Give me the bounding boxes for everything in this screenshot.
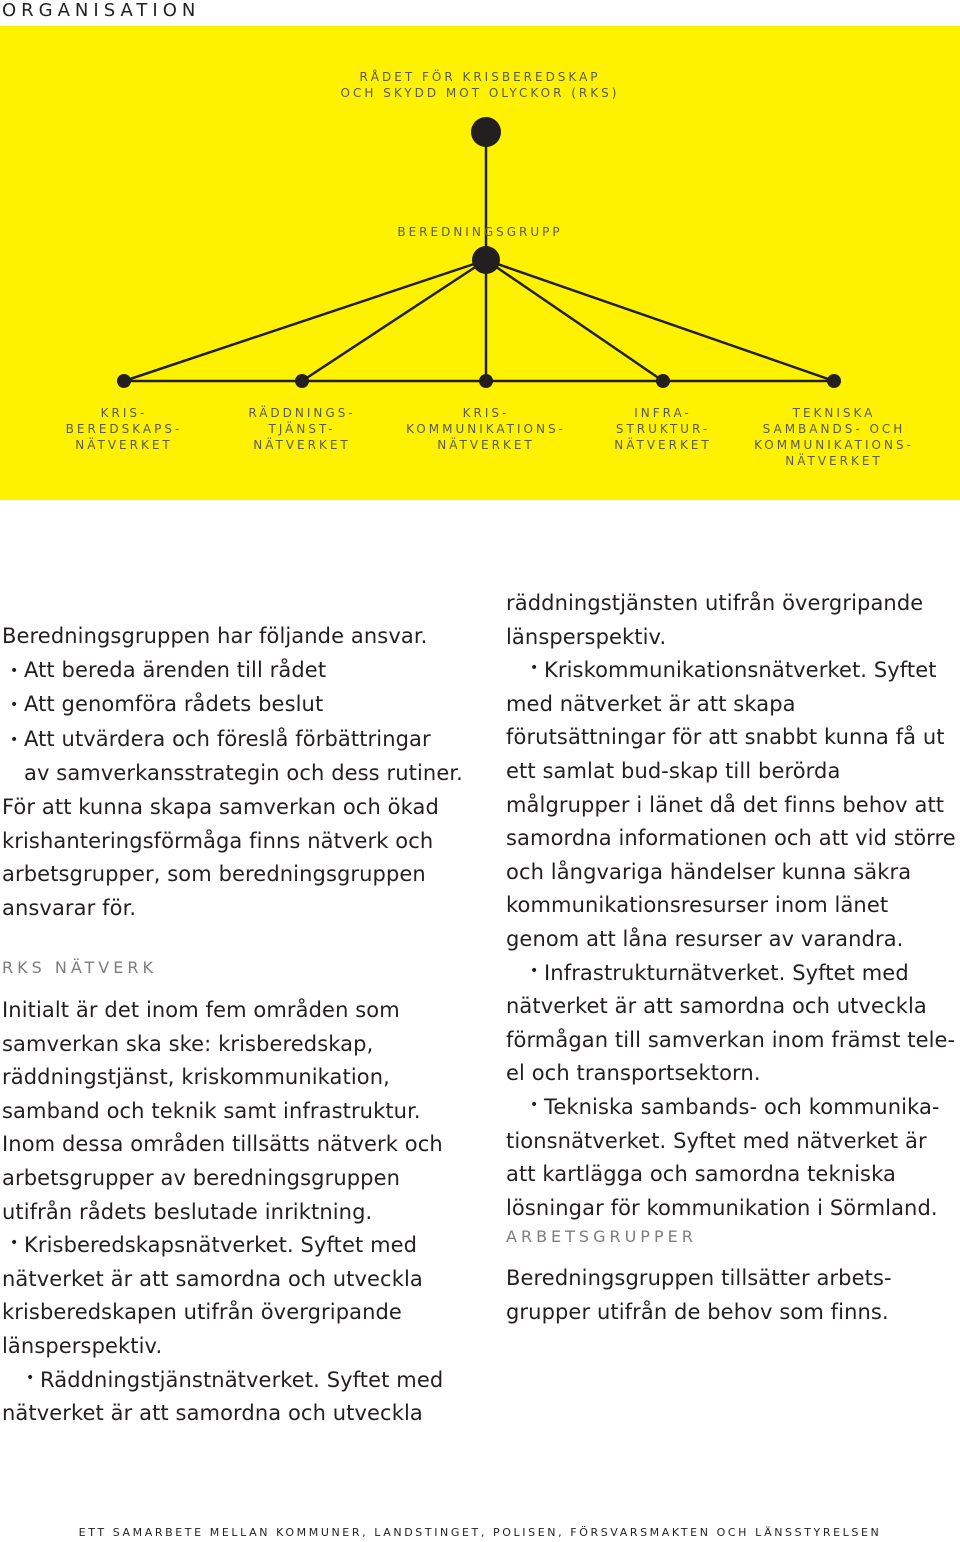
network-label-2: RÄDDNINGS- TJÄNST- NÄTVERKET — [248, 406, 356, 452]
paragraph: För att kunna skapa samverkan och ökad krishanteringsförmåga finns nätverk och arbetsgrupper, som beredningsgruppen ansvarar för. — [2, 794, 439, 920]
network-label-5: TEKNISKA SAMBANDS- OCH KOMMUNIKATIONS- NÄTVERKET — [754, 406, 914, 468]
intro-text: Beredningsgruppen har följande ansvar. — [2, 624, 428, 648]
network-node-5 — [827, 374, 841, 388]
bullet-continuation: tionsnätverket. Syftet med nätverket är att kartlägga och samordna tekniska lösningar för kommunikation i Sörmland. — [506, 1128, 938, 1220]
bullet-continuation: av samverkansstrategin och dess rutiner. — [24, 761, 463, 786]
bullet-glyph: • — [530, 660, 539, 677]
bullet-text: Kriskommunikationsnätverket. Syftet — [544, 658, 937, 683]
bullet-item — [2, 654, 472, 689]
network-label-1: KRIS- BEREDSKAPS- NÄTVERKET — [65, 406, 183, 452]
bullet-glyph: • — [10, 1235, 19, 1252]
left-column-intro — [2, 620, 472, 925]
subheading-arbetsgrupper: ARBETSGRUPPER — [506, 1227, 697, 1246]
bullet-text: Tekniska sambands- och kommunika- — [544, 1094, 940, 1119]
paragraph: Beredningsgruppen tillsätter arbets-grupper utifrån de behov som finns. — [506, 1266, 892, 1324]
bullet-glyph: • — [530, 962, 539, 979]
bullet-continuation: nätverket är att samordna och utveckla — [2, 1401, 423, 1426]
organisation-diagram — [0, 26, 960, 500]
bullet-text: Att utvärdera och föreslå förbättringar — [24, 726, 431, 751]
network-node-2 — [295, 374, 309, 388]
council-node — [471, 117, 501, 147]
bullet-rest: Syftet med — [293, 1233, 418, 1258]
network-node-4 — [656, 374, 670, 388]
footer-text: ETT SAMARBETE MELLAN KOMMUNER, LANDSTINGET, POLISEN, FÖRSVARSMAKTEN OCH LÄNSSTYRELSEN — [78, 1526, 882, 1539]
continuation-text: räddningstjänsten utifrån övergripande länsperspektiv. — [506, 591, 924, 649]
bullet-item — [2, 723, 472, 758]
link-group-network-1 — [124, 260, 486, 381]
bullet-continuation: nätverket är att samordna och utveckla förmågan till samverkan inom främst tele-el och transportsektorn. — [506, 994, 956, 1086]
group-label: BEREDNINGSGRUPP — [397, 225, 563, 239]
bullet-glyph: • — [26, 1369, 35, 1386]
left-column-body — [2, 994, 472, 1431]
bullet-lead: Räddningstjänstnätverket. — [40, 1367, 320, 1392]
group-node — [472, 246, 500, 274]
bullet-item — [2, 1229, 472, 1263]
section-title: ORGANISATION — [2, 0, 201, 21]
bullet-continuation: nätverket är att samordna och utveckla krisberedskapen utifrån övergripande länsperspektiv. — [2, 1266, 423, 1358]
bullet-rest: Syftet med — [319, 1367, 444, 1392]
network-node-3 — [479, 374, 493, 388]
bullet-text: Infrastrukturnätverket. Syftet med — [544, 960, 909, 985]
link-group-network-4 — [486, 260, 663, 381]
bullet-lead: Krisberedskapsnätverket. — [24, 1233, 294, 1258]
bullet-continuation: med nätverket är att skapa förutsättningar för att snabbt kunna få ut ett samlat bud-skap till berörda målgrupper i länet då det finns behov att samordna informationen och att vid större och långvariga händelser kunna säkra kommunikationsresurser inom länet genom att låna resurser av varandra. — [506, 691, 956, 951]
network-label-4: INFRA- STRUKTUR- NÄTVERKET — [614, 406, 712, 452]
paragraph: Initialt är det inom fem områden som samverkan ska ske: krisberedskap, räddningstjänst, kriskommunikation, samband och teknik samt infrastruktur. Inom dessa områden tillsätts nätverk och arbetsgrupper av beredningsgruppen utifrån rådets beslutade inriktning. — [2, 998, 443, 1224]
link-group-network-5 — [486, 260, 834, 381]
link-group-network-2 — [302, 260, 486, 381]
council-label: RÅDET FÖR KRISBEREDSKAP OCH SKYDD MOT OLYCKOR (RKS) — [340, 70, 620, 100]
bullet-glyph: • — [530, 1096, 539, 1113]
right-column-body — [506, 587, 958, 1225]
bullet-item — [506, 1091, 958, 1125]
bullet-text: Att genomföra rådets beslut — [24, 692, 324, 717]
right-column-arbetsgrupper — [506, 1262, 958, 1329]
bullet-item — [2, 1364, 472, 1398]
subheading-rks-natverk: RKS NÄTVERK — [2, 958, 157, 977]
bullet-item — [506, 957, 958, 991]
bullet-text: Att bereda ärenden till rådet — [24, 657, 327, 682]
network-label-3: KRIS- KOMMUNIKATIONS- NÄTVERKET — [406, 406, 566, 452]
bullet-item — [2, 688, 472, 723]
network-node-1 — [117, 374, 131, 388]
bullet-item — [506, 654, 958, 688]
